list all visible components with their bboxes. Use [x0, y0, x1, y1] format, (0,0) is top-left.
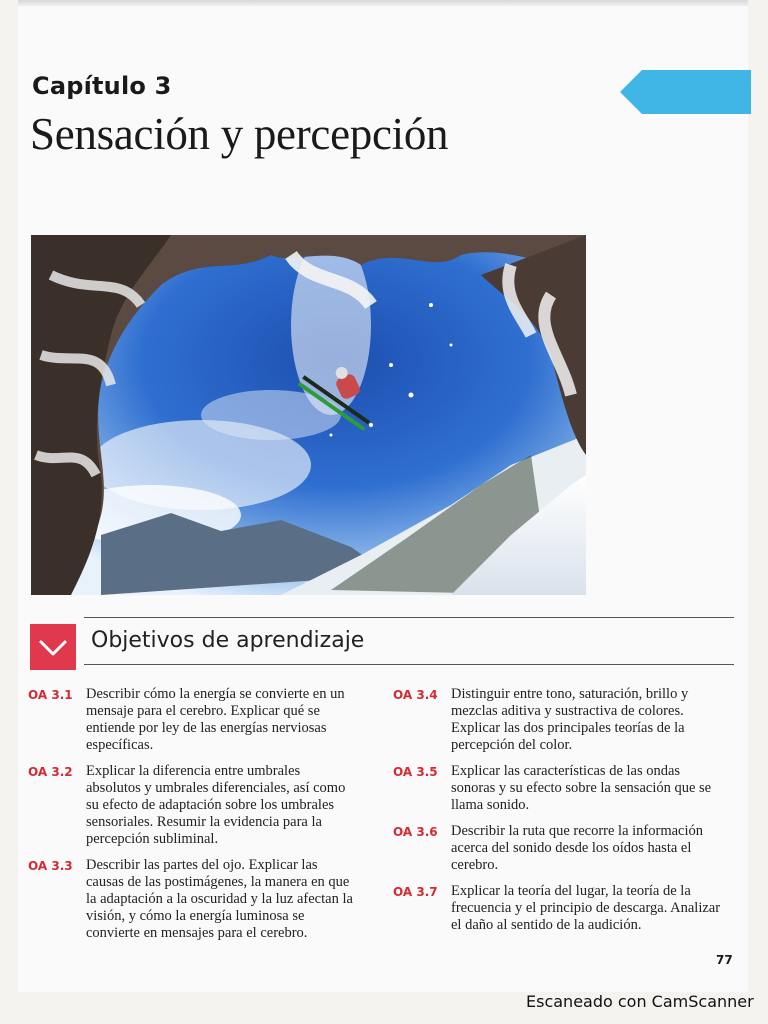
objective-item [28, 686, 358, 754]
chapter-label: Capítulo 3 [32, 72, 172, 100]
objective-code: OA 3.4 [393, 688, 438, 702]
objective-item [28, 857, 358, 942]
section-rule-top [84, 617, 734, 618]
objective-item [28, 763, 358, 848]
chapter-photo [31, 235, 586, 595]
section-title: Objetivos de aprendizaje [91, 628, 365, 653]
chevron-down-icon [30, 624, 76, 670]
objective-item [393, 883, 723, 934]
chapter-title: Sensación y percepción [30, 109, 449, 159]
objective-text: Describir cómo la energía se convierte en un mensaje para el cerebro. Explicar qué se entiende por ley de las energías nerviosas específicas. [86, 686, 345, 753]
objective-text: Distinguir entre tono, saturación, brillo y mezclas aditiva y sustractiva de colores. Explicar las dos principales teorías de la percepción del color. [451, 686, 689, 753]
section-rule-bottom [84, 664, 734, 665]
scanner-watermark: Escaneado con CamScanner [526, 992, 754, 1011]
page-number: 77 [716, 953, 733, 967]
objective-code: OA 3.7 [393, 885, 438, 899]
objectives-right-column [393, 686, 723, 943]
objective-text: Explicar las características de las ondas sonoras y su efecto sobre la sensación que se llama sonido. [451, 763, 712, 813]
objective-code: OA 3.1 [28, 688, 73, 702]
objective-code: OA 3.2 [28, 765, 73, 779]
objective-item [393, 686, 723, 754]
objective-code: OA 3.3 [28, 859, 73, 873]
objective-text: Explicar la diferencia entre umbrales absolutos y umbrales diferenciales, así como su efecto de adaptación sobre los umbrales sensoriales. Resumir la evidencia para la percepción subliminal. [86, 763, 346, 847]
objective-text: Describir la ruta que recorre la información acerca del sonido desde los oídos hasta el cerebro. [451, 823, 704, 873]
objective-text: Describir las partes del ojo. Explicar las causas de las postimágenes, la manera en que la adaptación a la oscuridad y la luz afectan la visión, y cómo la energía luminosa se convierte en mensajes para el cerebro. [86, 857, 353, 941]
chapter-tab-marker [620, 70, 751, 114]
objective-code: OA 3.5 [393, 765, 438, 779]
objective-item [393, 823, 723, 874]
objective-item [393, 763, 723, 814]
objective-code: OA 3.6 [393, 825, 438, 839]
objectives-left-column [28, 686, 358, 951]
objective-text: Explicar la teoría del lugar, la teoría de la frecuencia y el principio de descarga. Analizar el daño al sentido de la audición. [451, 883, 721, 933]
